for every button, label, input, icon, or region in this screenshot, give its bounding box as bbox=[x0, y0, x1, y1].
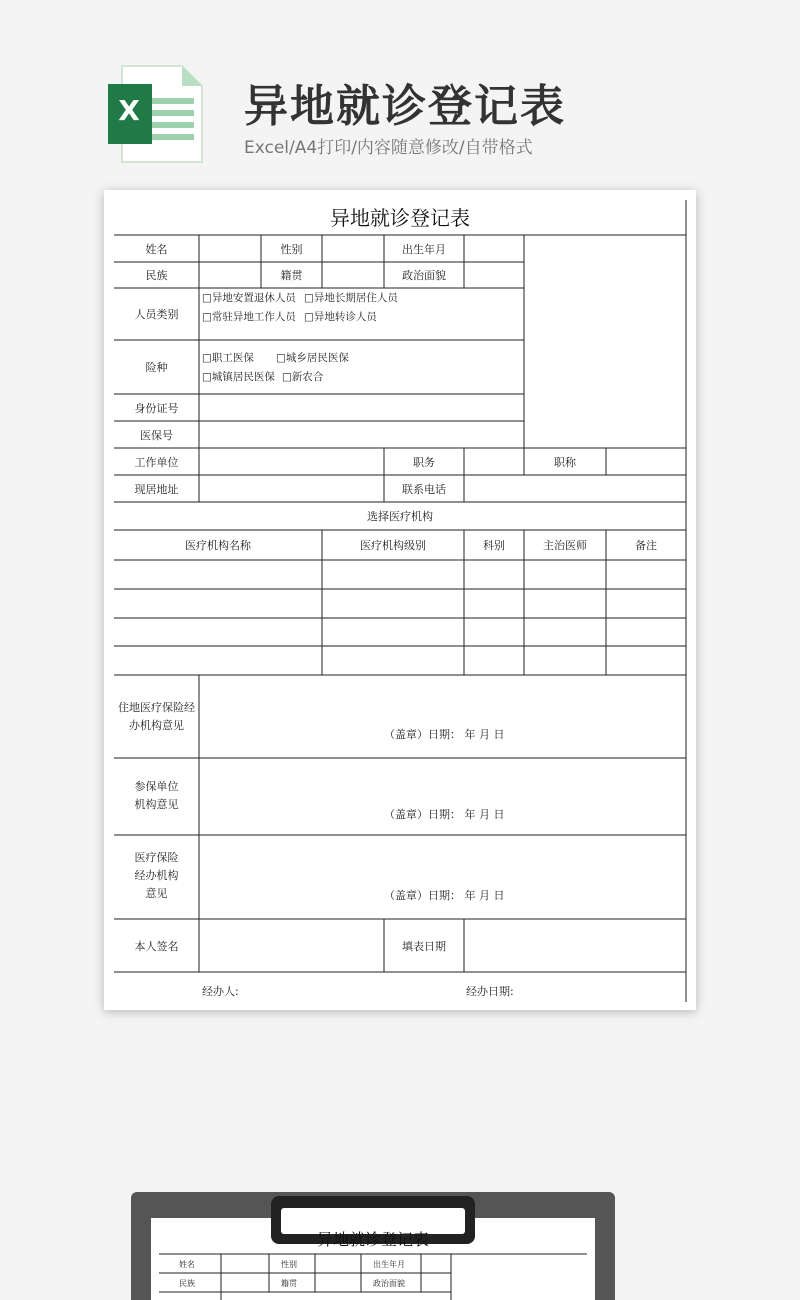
field-insurance-number[interactable] bbox=[199, 421, 524, 448]
field-title-rank[interactable] bbox=[606, 448, 686, 475]
label-ethnicity: 民族 bbox=[145, 269, 168, 282]
col-institution-name: 医疗机构名称 bbox=[185, 539, 251, 552]
label-insurance-office-line-2: 经办机构 bbox=[134, 869, 179, 882]
preview-label-gender: 性别 bbox=[281, 1260, 297, 1269]
label-insurance-number: 医保号 bbox=[140, 428, 173, 442]
option-urban-rural-insurance[interactable]: □城乡居民医保 bbox=[276, 352, 349, 364]
option-new-rural-coop[interactable]: □新农合 bbox=[282, 371, 324, 383]
label-position: 职务 bbox=[413, 455, 435, 469]
field-work-unit[interactable] bbox=[199, 448, 384, 475]
preview-label-native: 籍贯 bbox=[281, 1279, 297, 1288]
label-insured-unit bbox=[114, 776, 199, 816]
field-native[interactable] bbox=[322, 262, 384, 288]
field-signature[interactable] bbox=[199, 919, 384, 972]
field-ethnicity[interactable] bbox=[199, 262, 261, 288]
field-birth[interactable] bbox=[464, 235, 524, 262]
label-handler: 经办人: bbox=[202, 985, 239, 998]
label-native: 籍贯 bbox=[280, 269, 303, 282]
form-sheet bbox=[104, 190, 696, 1010]
col-department: 科别 bbox=[483, 539, 505, 552]
label-gender: 性别 bbox=[280, 242, 303, 256]
form-title: 异地就诊登记表 bbox=[330, 206, 470, 230]
field-phone[interactable] bbox=[464, 475, 686, 502]
page-subtitle: Excel/A4打印/内容随意修改/自带格式 bbox=[244, 138, 533, 158]
preview-title: 异地就诊登记表 bbox=[316, 1230, 429, 1249]
option-employee-insurance[interactable]: □职工医保 bbox=[202, 352, 254, 364]
col-institution-level: 医疗机构级别 bbox=[360, 539, 426, 552]
label-political: 政治面貌 bbox=[402, 269, 446, 282]
field-political[interactable] bbox=[464, 262, 524, 288]
preview-label-political: 政治面貌 bbox=[373, 1279, 405, 1288]
label-signature: 本人签名 bbox=[134, 939, 179, 953]
label-local-office-line-1: 住地医疗保险经 bbox=[118, 701, 195, 714]
seal-line-insured-unit: （盖章）日期： 年 月 日 bbox=[384, 808, 505, 821]
field-gender[interactable] bbox=[322, 235, 384, 262]
label-fill-date: 填表日期 bbox=[402, 939, 446, 953]
label-insurance-office bbox=[114, 848, 199, 904]
label-insured-unit-line-2: 机构意见 bbox=[134, 798, 179, 811]
field-fill-date[interactable] bbox=[464, 919, 686, 972]
label-name: 姓名 bbox=[145, 242, 168, 256]
section-choose-institution: 选择医疗机构 bbox=[367, 510, 433, 523]
option-relocated-retiree[interactable]: □异地安置退休人员 bbox=[202, 292, 296, 304]
col-remark: 备注 bbox=[635, 539, 657, 552]
label-birth: 出生年月 bbox=[402, 242, 446, 256]
field-address[interactable] bbox=[199, 475, 384, 502]
label-insurance: 险种 bbox=[145, 361, 168, 374]
label-title-rank: 职称 bbox=[554, 455, 576, 469]
label-work-unit: 工作单位 bbox=[134, 455, 179, 469]
label-local-office-line-2: 办机构意见 bbox=[129, 719, 184, 732]
label-local-office bbox=[114, 695, 199, 739]
preview-label-name: 姓名 bbox=[179, 1260, 195, 1269]
option-resident-worker[interactable]: □常驻异地工作人员 bbox=[202, 311, 296, 323]
excel-icon-letter: X bbox=[118, 94, 140, 127]
seal-line-local-office: （盖章）日期： 年 月 日 bbox=[384, 728, 505, 741]
option-urban-resident-insurance[interactable]: □城镇居民医保 bbox=[202, 371, 275, 383]
col-doctor: 主治医师 bbox=[543, 539, 587, 552]
option-long-term-resident[interactable]: □异地长期居住人员 bbox=[304, 292, 398, 304]
photo-box bbox=[524, 235, 686, 448]
label-person-type: 人员类别 bbox=[134, 308, 179, 321]
label-insured-unit-line-1: 参保单位 bbox=[134, 780, 179, 793]
field-position[interactable] bbox=[464, 448, 524, 475]
label-insurance-office-line-3: 意见 bbox=[145, 887, 168, 900]
option-referral[interactable]: □异地转诊人员 bbox=[304, 311, 377, 323]
label-insurance-office-line-1: 医疗保险 bbox=[134, 851, 179, 864]
seal-line-insurance-office: （盖章）日期： 年 月 日 bbox=[384, 889, 505, 902]
field-id-number[interactable] bbox=[199, 394, 524, 421]
field-name[interactable] bbox=[199, 235, 261, 262]
preview-label-ethnicity: 民族 bbox=[179, 1279, 195, 1288]
label-id-number: 身份证号 bbox=[134, 401, 179, 415]
clipboard-preview bbox=[131, 1192, 615, 1300]
label-handle-date: 经办日期: bbox=[466, 985, 514, 998]
label-phone: 联系电话 bbox=[402, 482, 446, 496]
page-header bbox=[0, 0, 800, 190]
label-address: 现居地址 bbox=[134, 482, 179, 496]
preview-label-birth: 出生年月 bbox=[373, 1260, 405, 1269]
page-title: 异地就诊登记表 bbox=[244, 81, 566, 132]
